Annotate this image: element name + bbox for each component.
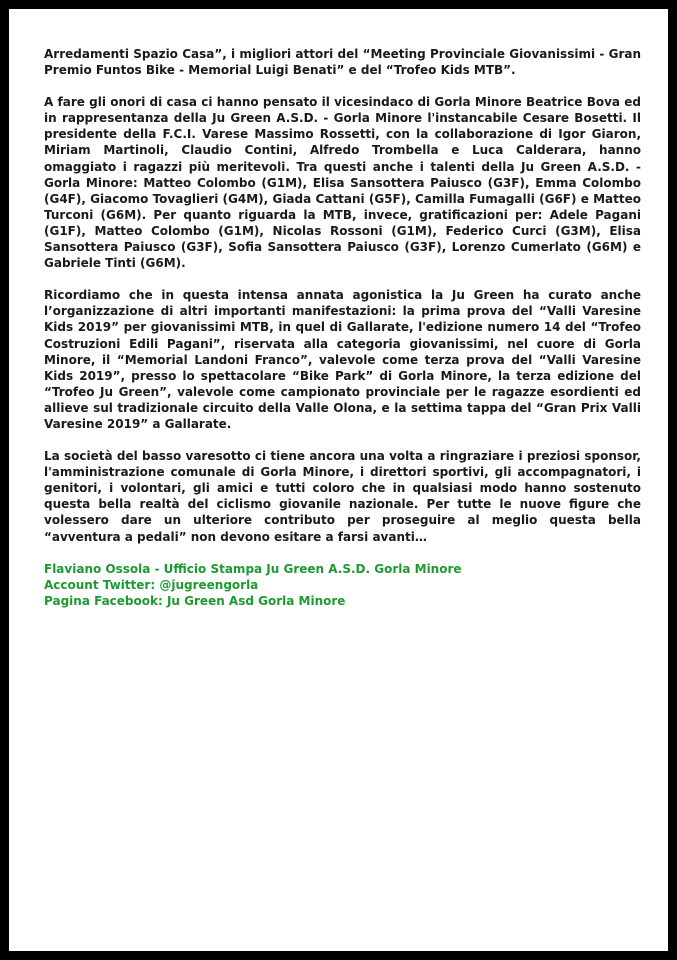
article-body [44, 46, 641, 609]
paragraph-thanks: La società del basso varesotto ci tiene ancora una volta a ringraziare i preziosi sponsor, l'amministrazione comunale di Gorla Minore, i direttori sportivi, gli accompagnatori, i genitori, i volontari, gli amici e tutti coloro che in qualsiasi modo hanno sostenuto questa bella realtà del ciclismo giovanile nazionale. Per tutte le nuove figure che volessero dare un ulteriore contributo per proseguire al meglio questa bella “avventura a pedali” non devono esitare a farsi avanti… [44, 449, 641, 544]
paragraph-events: Ricordiamo che in questa intensa annata agonistica la Ju Green ha curato anche l’organizzazione di altri importanti manifestazioni: la prima prova del “Valli Varesine Kids 2019” per giovanissimi MTB, in quel di Gallarate, l'edizione numero 14 del “Trofeo Costruzioni Edili Pagani”, riservata alla categoria giovanissimi, nel cuore di Gorla Minore, il “Memorial Landoni Franco”, valevole come terza prova del “Valli Varesine Kids 2019”, presso lo spettacolare “Bike Park” di Gorla Minore, la terza edizione del “Trofeo Ju Green”, valevole come campionato provinciale per le ragazze esordienti ed allieve sul tradizionale circuito della Valle Olona, e la settima tappa del “Gran Prix Valli Varesine 2019” a Gallarate. [44, 288, 641, 431]
document-page [9, 9, 668, 951]
signature-block [44, 561, 641, 609]
paragraph-awards: A fare gli onori di casa ci hanno pensato il vicesindaco di Gorla Minore Beatrice Bova ed in rappresentanza della Ju Green A.S.D. - Gorla Minore l'instancabile Cesare Bosetti. Il presidente della F.C.I. Varese Massimo Rossetti, con la collaborazione di Igor Giaron, Miriam Martinoli, Claudio Contini, Alfredo Trombella e Luca Calderara, hanno omaggiato i ragazzi più meritevoli. Tra questi anche i talenti della Ju Green A.S.D. - Gorla Minore: Matteo Colombo (G1M), Elisa Sansottera Paiusco (G3F), Emma Colombo (G4F), Giacomo Tovaglieri (G4M), Giada Cattani (G5F), Camilla Fumagalli (G6F) e Matteo Turconi (G6M). Per quanto riguarda la MTB, invece, gratificazioni per: Adele Pagani (G1F), Matteo Colombo (G1M), Nicolas Rossoni (G1M), Federico Curci (G3M), Elisa Sansottera Paiusco (G3F), Sofia Sansottera Paiusco (G3F), Lorenzo Cumerlato (G6M) e Gabriele Tinti (G6M). [44, 95, 641, 271]
signature-author: Flaviano Ossola - Ufficio Stampa Ju Green A.S.D. Gorla Minore [44, 561, 462, 576]
signature-facebook: Pagina Facebook: Ju Green Asd Gorla Minore [44, 593, 346, 608]
signature-twitter: Account Twitter: @jugreengorla [44, 577, 259, 592]
paragraph-sponsors-intro: Arredamenti Spazio Casa”, i migliori attori del “Meeting Provinciale Giovanissimi - Gran Premio Funtos Bike - Memorial Luigi Benati” e del “Trofeo Kids MTB”. [44, 47, 641, 78]
